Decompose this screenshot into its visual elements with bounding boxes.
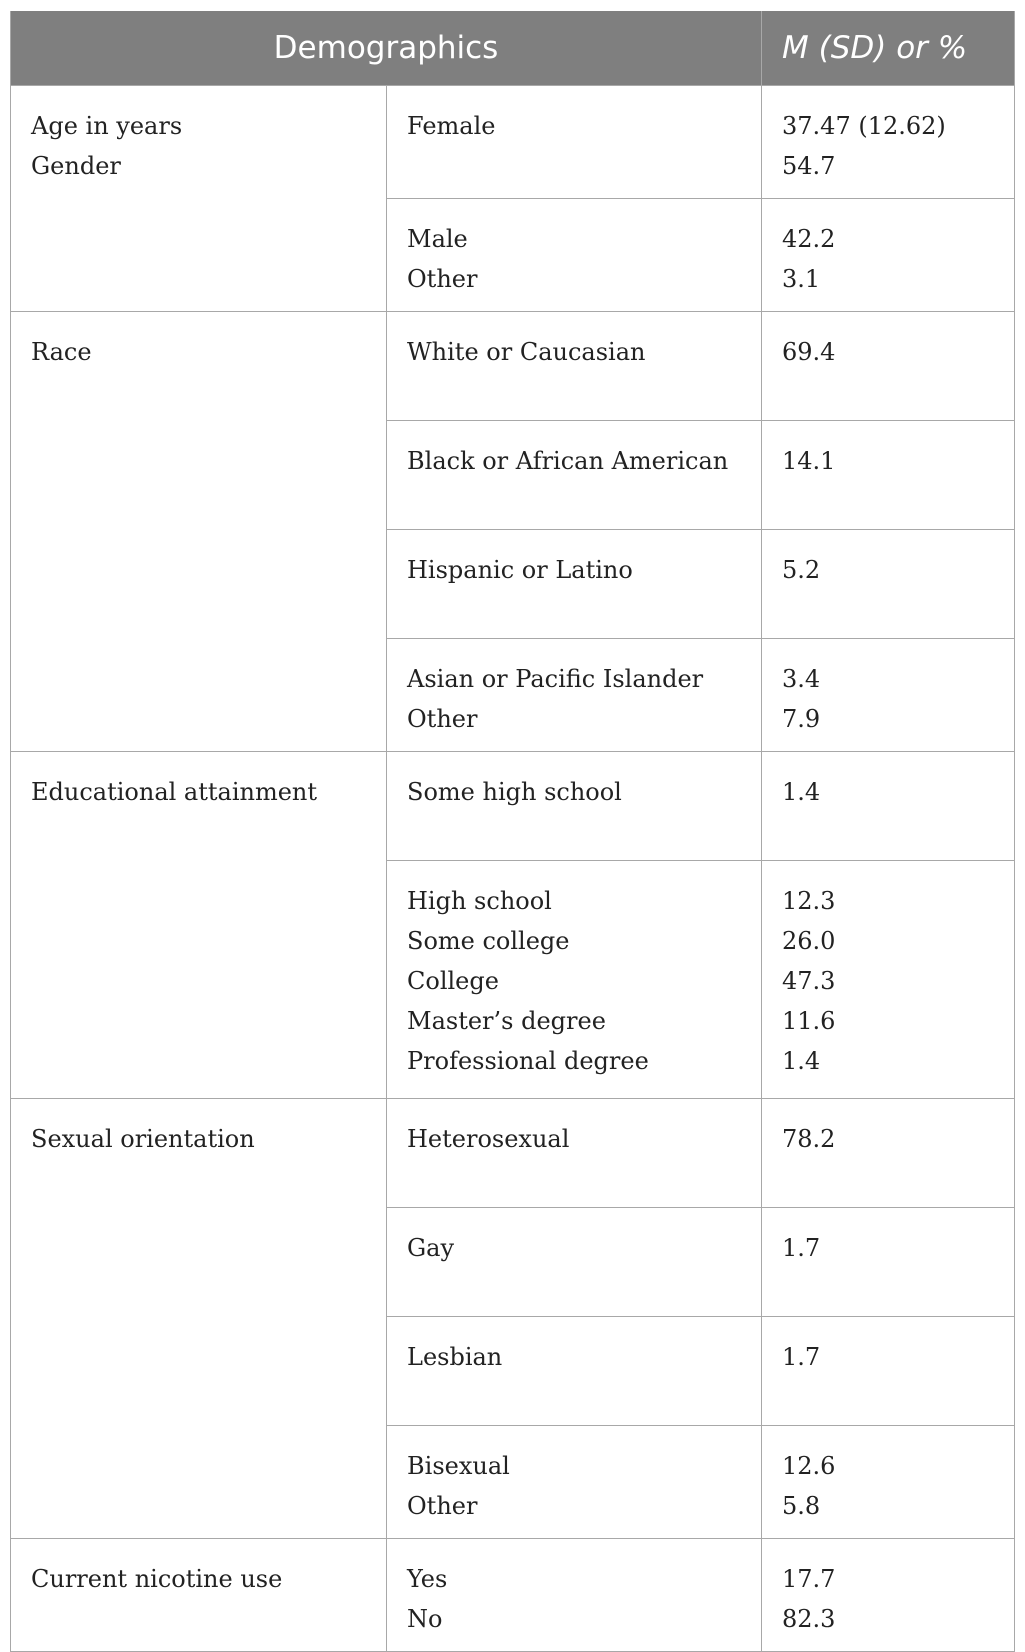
value: 7.9	[782, 705, 821, 733]
value: 26.0	[782, 927, 836, 955]
value-cell	[762, 421, 1015, 530]
value-cell	[762, 639, 1015, 752]
value-cell	[762, 1099, 1015, 1208]
value-cell	[762, 530, 1015, 639]
category-cell	[387, 1099, 762, 1208]
category: Other	[407, 265, 478, 293]
value-cell	[762, 1317, 1015, 1426]
value-cell	[762, 86, 1015, 199]
category-cell	[387, 639, 762, 752]
value: 5.2	[782, 556, 821, 584]
value: 69.4	[782, 338, 836, 366]
value-cell	[762, 752, 1015, 861]
category: Some college	[407, 927, 570, 955]
category: Heterosexual	[407, 1125, 570, 1153]
category: Other	[407, 1492, 478, 1520]
value: 47.3	[782, 967, 836, 995]
value: 54.7	[782, 152, 836, 180]
category-cell	[387, 312, 762, 421]
category: Master’s degree	[407, 1007, 606, 1035]
value: 11.6	[782, 1007, 836, 1035]
value: 1.4	[782, 778, 821, 806]
value: 37.47 (12.62)	[782, 112, 946, 140]
category: Professional degree	[407, 1047, 649, 1075]
header-demographics: Demographics	[11, 11, 762, 86]
value: 1.7	[782, 1343, 821, 1371]
category-cell	[387, 1208, 762, 1317]
category-cell	[387, 1317, 762, 1426]
category-cell	[387, 1539, 762, 1652]
category: Gay	[407, 1234, 455, 1262]
value: 1.4	[782, 1047, 821, 1075]
category: White or Caucasian	[407, 338, 646, 366]
group-label: Race	[31, 338, 92, 366]
category: No	[407, 1605, 443, 1633]
table-row	[11, 1099, 1015, 1208]
category: Asian or Pacific Islander	[407, 665, 704, 693]
value: 78.2	[782, 1125, 836, 1153]
value: 12.3	[782, 887, 836, 915]
group-label-orientation	[11, 1099, 387, 1539]
value: 17.7	[782, 1565, 836, 1593]
category-cell	[387, 1426, 762, 1539]
value-cell	[762, 1426, 1015, 1539]
category-cell	[387, 861, 762, 1099]
category-cell	[387, 530, 762, 639]
value-cell	[762, 1208, 1015, 1317]
value: 5.8	[782, 1492, 821, 1520]
header-row	[11, 11, 1015, 86]
group-label: Gender	[31, 152, 121, 180]
category-cell	[387, 752, 762, 861]
value: 1.7	[782, 1234, 821, 1262]
group-label: Current nicotine use	[31, 1565, 283, 1593]
category: Male	[407, 225, 468, 253]
category: Hispanic or Latino	[407, 556, 633, 584]
category: Female	[407, 112, 496, 140]
group-label-age-gender	[11, 86, 387, 312]
category-cell	[387, 86, 762, 199]
group-label-education	[11, 752, 387, 1099]
category: Black or African American	[407, 447, 729, 475]
header-stat	[762, 11, 1015, 86]
category: High school	[407, 887, 552, 915]
group-label-nicotine	[11, 1539, 387, 1652]
value: 3.4	[782, 665, 821, 693]
value-cell	[762, 199, 1015, 312]
category-cell	[387, 199, 762, 312]
table-row	[11, 752, 1015, 861]
group-label: Age in years	[31, 112, 183, 140]
header-stat-label: M (SD) or %	[782, 30, 968, 66]
value-cell	[762, 861, 1015, 1099]
group-label-race	[11, 312, 387, 752]
table-row	[11, 1539, 1015, 1652]
category: Lesbian	[407, 1343, 503, 1371]
value: 14.1	[782, 447, 836, 475]
category: College	[407, 967, 499, 995]
value: 12.6	[782, 1452, 836, 1480]
category: Other	[407, 705, 478, 733]
value-cell	[762, 312, 1015, 421]
category: Some high school	[407, 778, 622, 806]
demographics-table	[10, 11, 1015, 1652]
value: 82.3	[782, 1605, 836, 1633]
group-label: Educational attainment	[31, 778, 318, 806]
value-cell	[762, 1539, 1015, 1652]
category-cell	[387, 421, 762, 530]
table-row	[11, 86, 1015, 199]
category: Yes	[407, 1565, 448, 1593]
group-label: Sexual orientation	[31, 1125, 255, 1153]
category: Bisexual	[407, 1452, 510, 1480]
value: 42.2	[782, 225, 836, 253]
value: 3.1	[782, 265, 821, 293]
table-row	[11, 312, 1015, 421]
